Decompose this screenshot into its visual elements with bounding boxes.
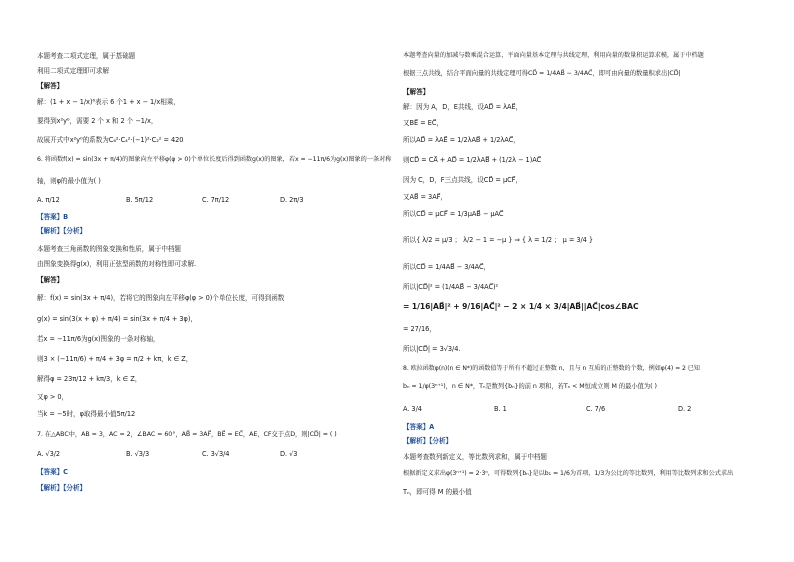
text-line: 本题考查二项式定理，属于基础题 [37,52,136,60]
option-a: A. π/12 [37,196,60,204]
left-column [0,0,392,562]
text-line: 若x = −11π/6为g(x)图象的一条对称轴， [37,335,160,343]
question-8: 8. 欧拉函数φ(n)(n ∈ N*)的函数值等于所有不超过正整数 n，且与 n 互质的正整数的个数，例如φ(4) = 2 已知 [403,365,700,372]
analysis-tag: 【解析】【分析】 [37,484,87,492]
text-line: 又AB⃗ = 3AF⃗， [403,193,447,201]
analysis-tag: 【解析】【分析】 [403,437,453,445]
text-line: = 1/16|AB⃗|² + 9/16|AC⃗|² − 2 × 1/4 × 3/4|AB⃗||AC⃗|cos∠BAC [403,302,639,311]
text-line: 利用二项式定理即可求解 [37,67,109,75]
text-line: 由图象变换得g(x)，利用正弦型函数的对称性即可求解. [37,260,197,268]
option-d: D. 2π/3 [280,196,304,204]
text-line: 故展开式中x²y⁰的系数为C₆²·C₄²·(−1)²·C₂² = 420 [37,136,184,144]
text-line: 解得φ = 23π/12 + kπ/3，k ∈ Z， [37,375,142,383]
question-7: 7. 在△ABC中，AB = 3，AC = 2，∠BAC = 60°，AB⃗ = 3AF⃗，BE⃗ = EC⃗，AE，CF交于点D，则|CD⃗| = ( ) [37,431,337,438]
option-d: D. √3 [280,450,298,458]
analysis-tag: 【解析】【分析】 [37,227,87,235]
text-line: 本题考查三角函数的图象变换和性质，属于中档题 [37,245,181,253]
section-heading: 【解答】 [37,82,64,90]
option-b: B. 1 [494,405,507,413]
text-line: 所以AD⃗ = λAE⃗ = 1/2λAB⃗ + 1/2λAC⃗， [403,136,520,144]
text-line: 根据新定义求出φ(3ⁿ⁺¹) = 2·3ⁿ，可得数列{bₙ}是以b₁ = 1/6为首项，1/3为公比的等比数列，利用等比数列求和公式求出 [403,470,734,477]
text-line: 所以CD⃗ = μCF⃗ = 1/3μAB⃗ − μAC⃗ [403,210,504,218]
text-line: 解：因为 A，D，E共线，设AD⃗ = λAE⃗， [403,103,523,111]
text-line: 所以CD⃗ = 1/4AB⃗ − 3/4AC⃗， [403,263,491,271]
text-line: bₙ = 1/φ(3ⁿ⁺¹)，n ∈ N*，Tₙ是数列{bₙ}的前 n 项和，若Tₙ < M恒成立则 M 的最小值为( ) [403,383,657,390]
option-b: B. √3/3 [126,450,150,458]
text-line: 所以{ λ/2 = μ/3 ； λ/2 − 1 = −μ } ⇒ { λ = 1/2 ； μ = 3/4 } [403,236,594,244]
text-line: 因为 C，D，F三点共线，设CD⃗ = μCF⃗， [403,176,522,184]
text-line: 又BE⃗ = EC⃗， [403,119,443,127]
option-b: B. 5π/12 [126,196,154,204]
option-d: D. 2 [678,405,692,413]
option-a: A. √3/2 [37,450,61,458]
text-line: 解：(1 + x − 1/x)⁶表示 6 个1 + x − 1/x相乘， [37,98,180,106]
answer-tag: 【答案】C [37,468,68,476]
text-line: 轴，则φ的最小值为( ) [37,177,101,185]
text-line: 当k = −5时，φ取得最小值5π/12 [37,410,136,418]
question-6: 6. 将函数f(x) = sin(3x + π/4)的图象向左平移φ(φ > 0)个单位长度后得到函数g(x)的图象，若x = −11π/6为g(x)图象的一条对称 [37,156,392,163]
section-heading: 【解答】 [403,88,430,96]
text-line: 所以|CD⃗| = 3√3/4. [403,345,461,353]
text-line: 本题考查向量的加减与数乘混合运算，平面向量基本定理与共线定理，利用向量的数量积运算求模，属于中档题 [403,52,704,59]
section-heading: 【解答】 [37,276,64,284]
text-line: 则CD⃗ = CA⃗ + AD⃗ = 1/2λAB⃗ + (1/2λ − 1)AC⃗ [403,156,542,164]
text-line: 根据三点共线，结合平面向量的共线定理可得CD⃗ = 1/4AB⃗ − 3/4AC⃗，即可由向量的数量积求出|CD⃗| [403,70,681,77]
text-line: 所以|CD⃗|² = (1/4AB⃗ − 3/4AC⃗)² [403,283,499,291]
option-a: A. 3/4 [403,405,422,413]
option-c: C. 7π/12 [202,196,230,204]
text-line: g(x) = sin(3(x + φ) + π/4) = sin(3x + π/4 + 3φ)， [37,315,197,323]
text-line: 则3 × (−11π/6) + π/4 + 3φ = π/2 + kπ，k ∈ Z， [37,355,193,363]
text-line: 要得到x²y⁰，需要 2 个 x 和 2 个 −1/x， [37,117,158,125]
text-line: 本题考查数列新定义，等比数列求和，属于中档题 [403,453,547,461]
text-line: 解：f(x) = sin(3x + π/4)，若将它的图象向左平移φ(φ > 0)个单位长度，可得到函数 [37,294,285,302]
option-c: C. 3√3/4 [202,450,230,458]
text-line: = 27/16， [403,325,436,333]
text-line: 又φ > 0， [37,393,69,401]
answer-tag: 【答案】A [403,423,435,431]
option-c: C. 7/6 [586,405,606,413]
right-column [397,0,789,562]
answer-tag: 【答案】B [37,213,69,221]
text-line: Tₙ，即可得 M 的最小值 [403,488,472,496]
